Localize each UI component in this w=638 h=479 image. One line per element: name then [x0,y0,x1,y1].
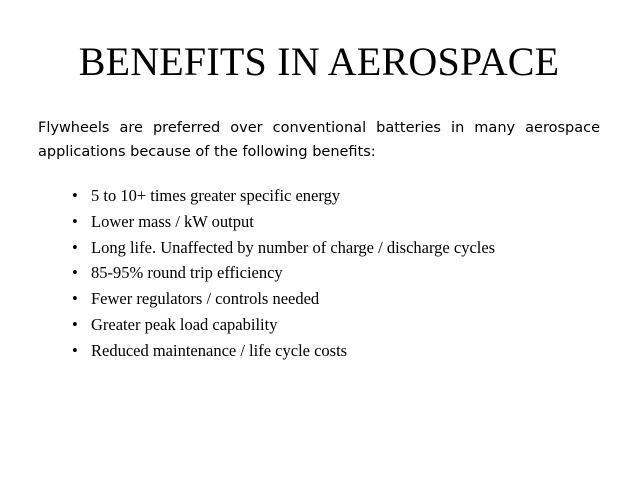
benefits-list [72,183,495,364]
bullet-icon: • [72,237,78,257]
benefit-text: Greater peak load capability [91,314,278,334]
bullet-icon: • [72,186,78,205]
bullet-icon: • [72,340,78,360]
benefit-text: Long life. Unaffected by number of charge / discharge cycles [91,237,496,257]
benefit-text: Lower mass / kW output [91,211,254,231]
benefit-text: Fewer regulators / controls needed [91,289,320,309]
benefit-item [72,209,495,235]
slide-title: BENEFITS IN AEROSPACE [78,39,560,84]
bullet-icon: • [72,263,78,283]
benefit-item [72,338,495,364]
bullet-icon: • [72,211,78,231]
benefit-text: 85-95% round trip efficiency [91,263,283,283]
benefit-text: 5 to 10+ times greater specific energy [91,186,341,205]
benefit-item [72,286,495,312]
benefit-item [72,260,495,286]
bullet-icon: • [72,289,78,309]
bullet-icon: • [72,314,78,334]
benefit-item [72,183,495,209]
intro-paragraph: Flywheels are preferred over conventional batteries in many aerospace applications because of the following benefits: [38,120,600,160]
benefit-item [72,312,495,338]
benefit-item [72,235,495,261]
benefit-text: Reduced maintenance / life cycle costs [91,340,348,360]
